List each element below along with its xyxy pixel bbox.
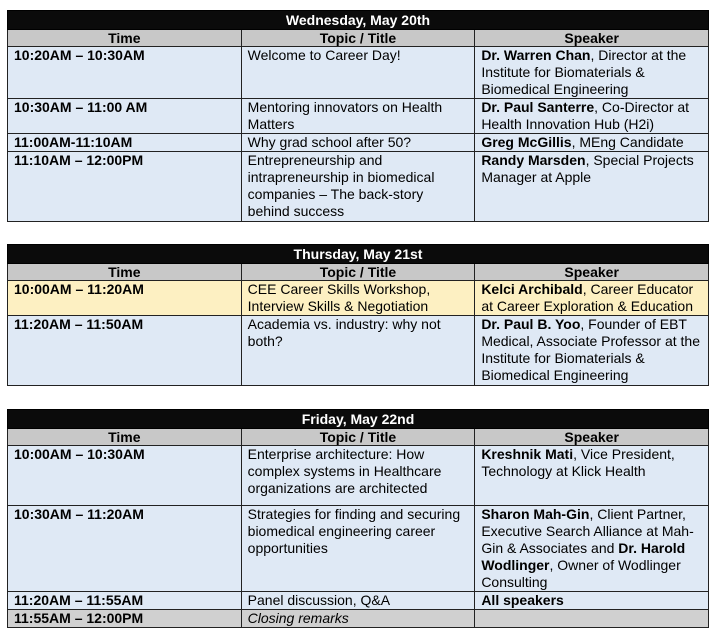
session-speaker <box>475 446 709 506</box>
table-row <box>8 99 709 134</box>
speaker-name: Sharon Mah-Gin <box>481 506 590 522</box>
session-topic: Panel discussion, Q&A <box>241 592 475 610</box>
speaker-name: Dr. Paul B. Yoo <box>481 316 581 332</box>
speaker-name: Randy Marsden <box>481 152 586 168</box>
speaker-name: Kreshnik Mati <box>481 446 574 462</box>
table-row <box>8 316 709 386</box>
session-time: 10:30AM – 11:00 AM <box>8 99 242 134</box>
table-row <box>8 506 709 592</box>
column-header-time: Time <box>8 30 242 47</box>
column-header-speaker: Speaker <box>475 429 709 446</box>
speaker-name: Kelci Archibald <box>481 281 583 297</box>
speaker-details: , MEng Candidate <box>571 134 684 150</box>
speaker-name-2: Dr. Harold Wodlinger <box>481 540 686 573</box>
column-header-row <box>8 264 709 281</box>
column-header-row <box>8 30 709 47</box>
table-row <box>8 281 709 316</box>
session-speaker <box>475 152 709 222</box>
speaker-details: , Director at the Institute for Biomaterials & Biomedical Engineering <box>481 47 687 97</box>
column-header-topic: Topic / Title <box>241 429 475 446</box>
speaker-details: , Client Partner, Executive Search Alliance at Mah-Gin & Associates and <box>481 506 694 556</box>
session-speaker <box>475 47 709 99</box>
session-topic: Welcome to Career Day! <box>241 47 475 99</box>
session-speaker <box>475 134 709 152</box>
session-speaker <box>475 99 709 134</box>
session-topic: Entrepreneurship and intrapreneurship in biomedical companies – The back-story behind success <box>241 152 475 222</box>
schedule-table-wednesday <box>7 10 709 222</box>
day-title: Friday, May 22nd <box>8 410 709 429</box>
column-header-speaker: Speaker <box>475 264 709 281</box>
schedule-table-thursday <box>7 244 709 386</box>
session-time: 11:10AM – 12:00PM <box>8 152 242 222</box>
speaker-name: All speakers <box>481 592 564 608</box>
session-time: 10:20AM – 10:30AM <box>8 47 242 99</box>
speaker-name: Greg McGillis <box>481 134 572 150</box>
session-speaker <box>475 316 709 386</box>
speaker-details: , Career Educator at Career Exploration & Education <box>481 281 694 314</box>
session-time: 10:00AM – 11:20AM <box>8 281 242 316</box>
session-speaker <box>475 281 709 316</box>
session-topic-italic: Closing remarks <box>247 610 349 626</box>
session-time: 11:55AM – 12:00PM <box>8 610 242 628</box>
session-time: 11:00AM-11:10AM <box>8 134 242 152</box>
table-row <box>8 610 709 628</box>
session-speaker <box>475 610 709 628</box>
table-row <box>8 152 709 222</box>
session-speaker <box>475 592 709 610</box>
session-time: 11:20AM – 11:50AM <box>8 316 242 386</box>
speaker-name: Dr. Paul Santerre <box>481 99 595 115</box>
table-row <box>8 134 709 152</box>
speaker-details-2: , Owner of Wodlinger Consulting <box>481 557 681 590</box>
speaker-details: , Special Projects Manager at Apple <box>481 152 694 185</box>
session-topic: Mentoring innovators on Health Matters <box>241 99 475 134</box>
column-header-topic: Topic / Title <box>241 264 475 281</box>
session-topic: Strategies for finding and securing biomedical engineering career opportunities <box>241 506 475 592</box>
speaker-details: , Co-Director at Health Innovation Hub (H2i) <box>481 99 690 132</box>
column-header-topic: Topic / Title <box>241 30 475 47</box>
table-row <box>8 446 709 506</box>
table-row <box>8 592 709 610</box>
day-title: Wednesday, May 20th <box>8 11 709 30</box>
session-topic <box>241 610 475 628</box>
column-header-time: Time <box>8 264 242 281</box>
column-header-speaker: Speaker <box>475 30 709 47</box>
session-topic: Enterprise architecture: How complex systems in Healthcare organizations are architected <box>241 446 475 506</box>
schedule-table-friday <box>7 409 709 628</box>
column-header-row <box>8 429 709 446</box>
speaker-details: , Founder of EBT Medical, Associate Professor at the Institute for Biomaterials & Biomedical Engineering <box>481 316 700 383</box>
session-time: 11:20AM – 11:55AM <box>8 592 242 610</box>
session-topic: CEE Career Skills Workshop, Interview Skills & Negotiation <box>241 281 475 316</box>
table-row <box>8 47 709 99</box>
speaker-details: , Vice President, Technology at Klick Health <box>481 446 675 479</box>
session-speaker <box>475 506 709 592</box>
speaker-name: Dr. Warren Chan <box>481 47 591 63</box>
session-time: 10:30AM – 11:20AM <box>8 506 242 592</box>
session-topic: Why grad school after 50? <box>241 134 475 152</box>
day-title: Thursday, May 21st <box>8 245 709 264</box>
session-time: 10:00AM – 10:30AM <box>8 446 242 506</box>
column-header-time: Time <box>8 429 242 446</box>
session-topic: Academia vs. industry: why not both? <box>241 316 475 386</box>
